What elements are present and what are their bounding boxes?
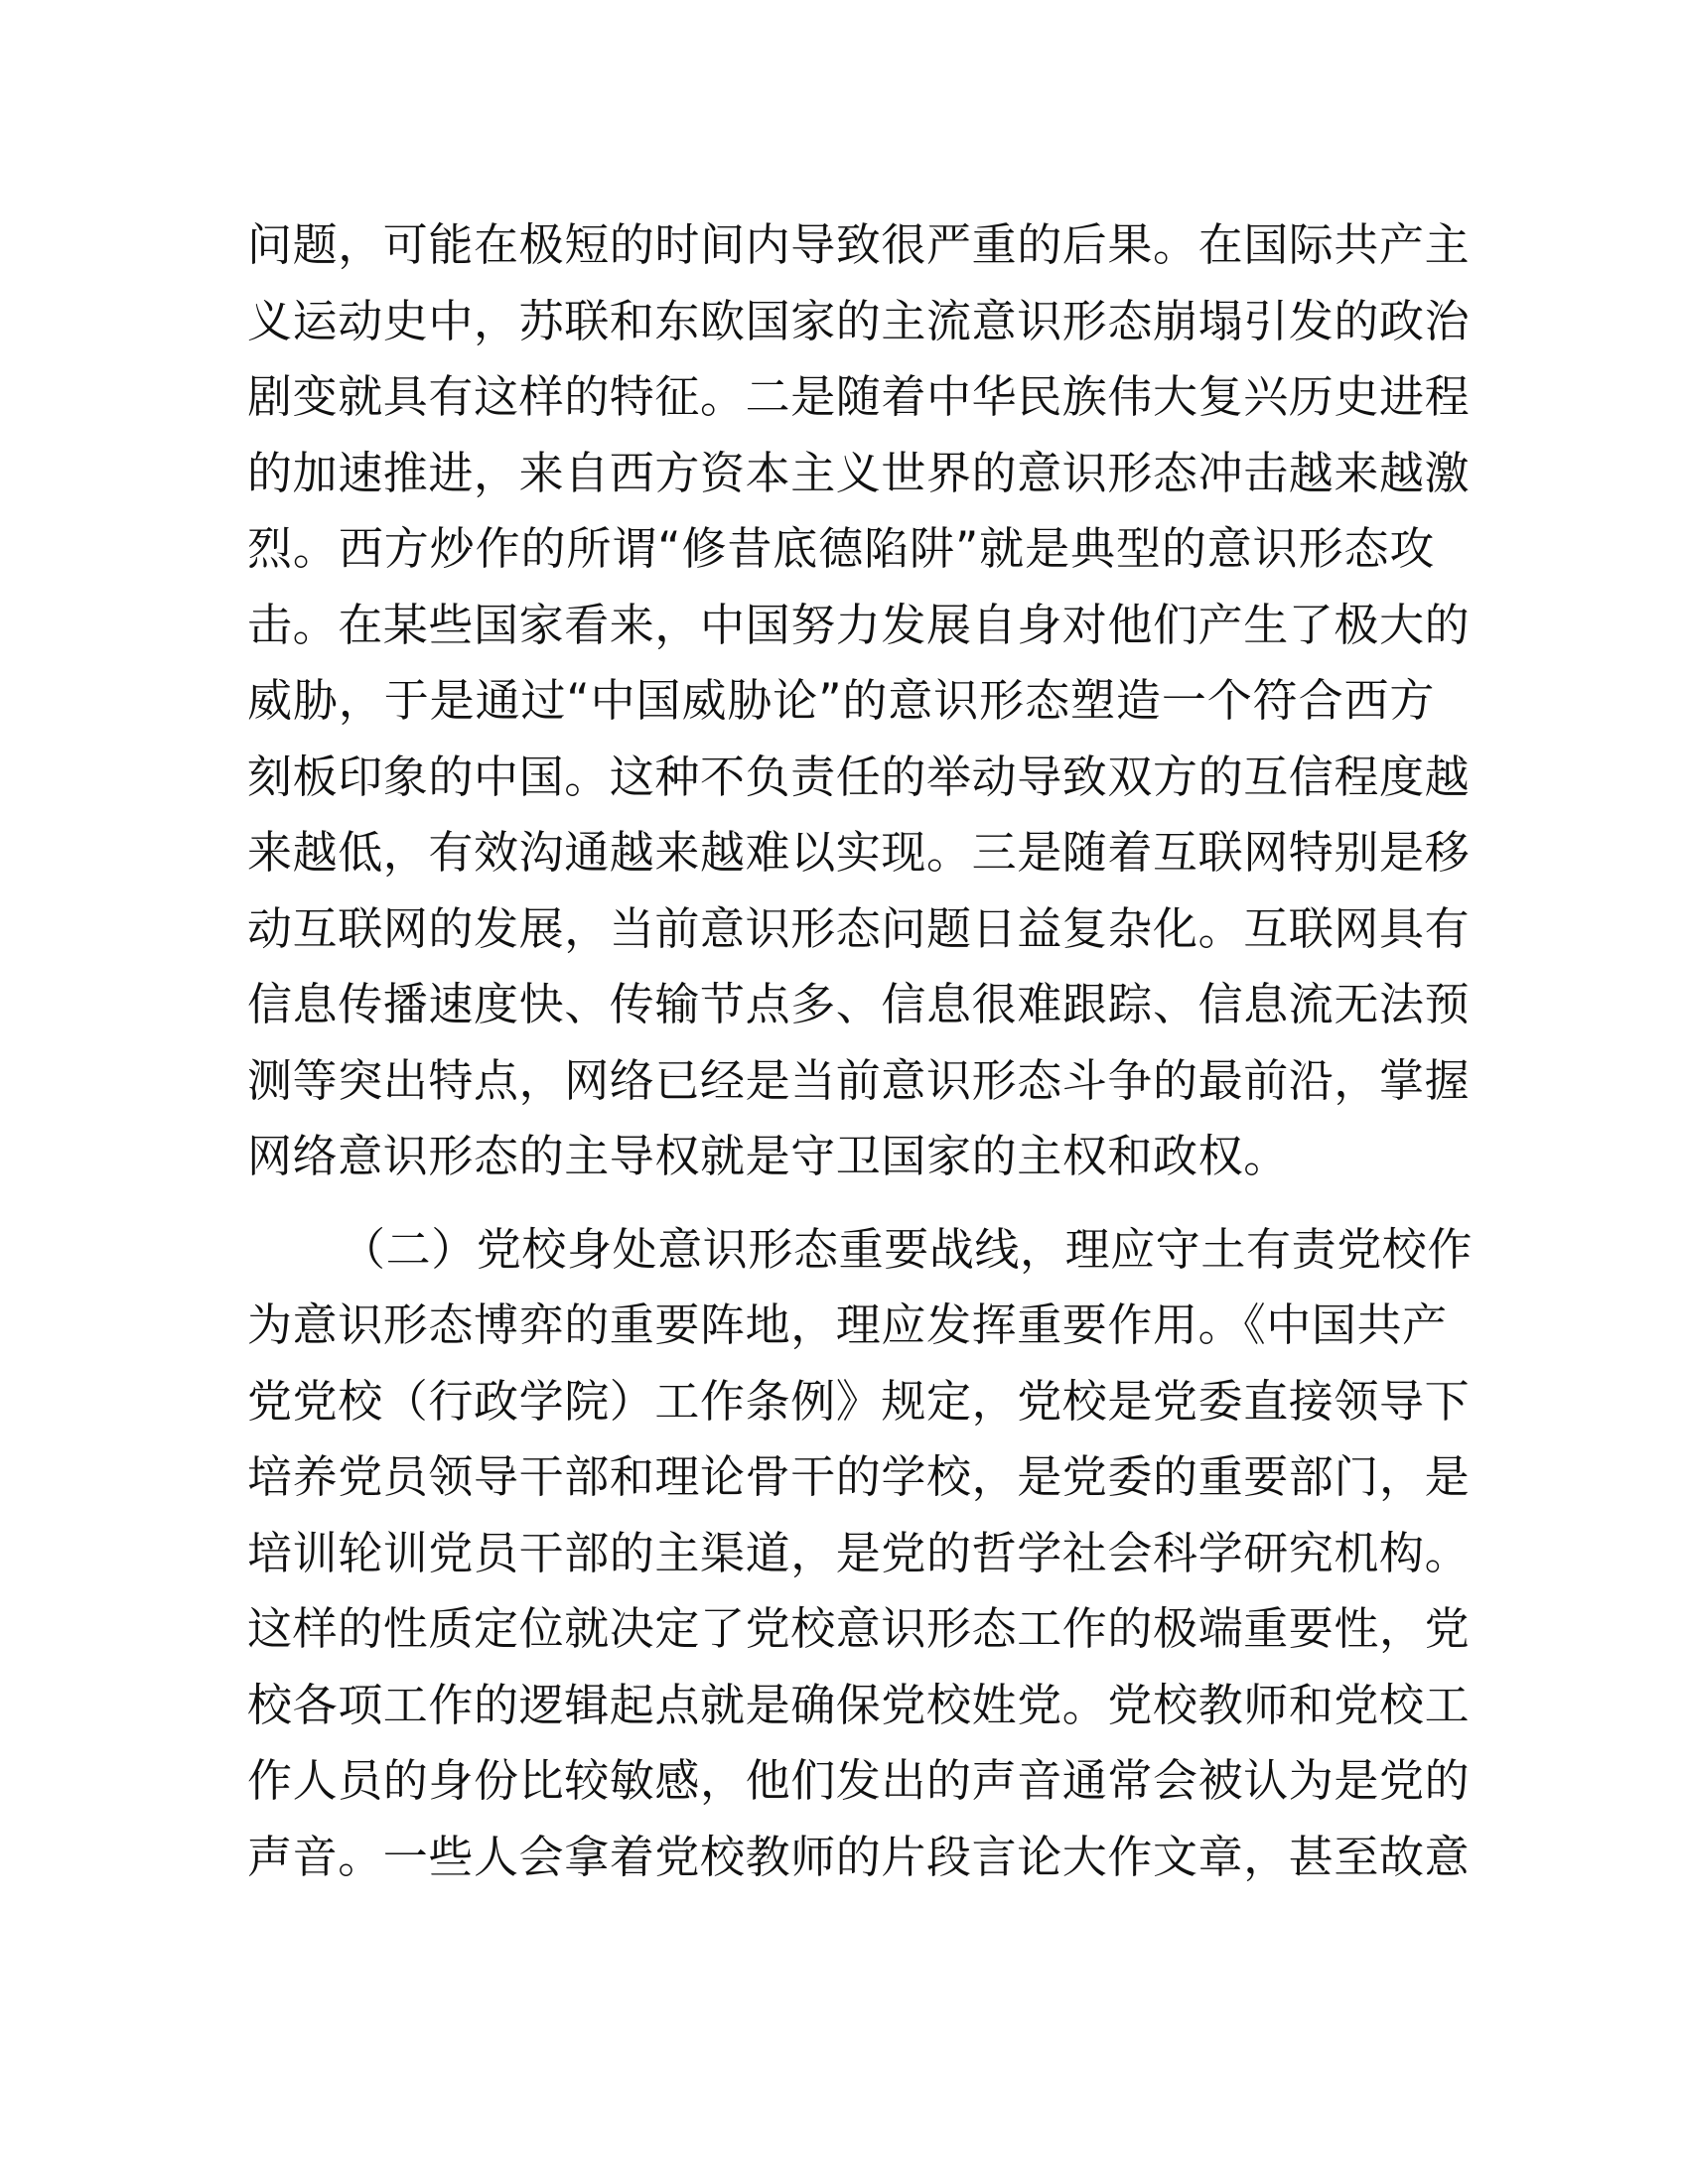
document-body bbox=[247, 207, 1474, 1895]
paragraph-spacer bbox=[247, 1195, 1435, 1212]
text-line: 威胁，于是通过“中国威胁论”的意识形态塑造一个符合西方 bbox=[247, 674, 1435, 727]
text-line: 作人员的身份比较敏感，他们发出的声音通常会被认为是党的 bbox=[247, 1754, 1471, 1807]
text-line: 校各项工作的逻辑起点就是确保党校姓党。党校教师和党校工 bbox=[247, 1678, 1471, 1731]
text-line: 信息传播速度快、传输节点多、信息很难跟踪、信息流无法预 bbox=[247, 978, 1471, 1030]
paragraph-1 bbox=[247, 207, 1471, 1195]
text-line: 网络意识形态的主导权就是守卫国家的主权和政权。 bbox=[247, 1130, 1289, 1182]
text-line: 培训轮训党员干部的主渠道，是党的哲学社会科学研究机构。 bbox=[247, 1526, 1471, 1579]
text-line: 培养党员领导干部和理论骨干的学校，是党委的重要部门，是 bbox=[247, 1450, 1471, 1503]
text-line: 党党校（行政学院）工作条例》规定，党校是党委直接领导下 bbox=[247, 1374, 1471, 1428]
text-line: 测等突出特点，网络已经是当前意识形态斗争的最前沿，掌握 bbox=[247, 1053, 1471, 1107]
text-line: 动互联网的发展，当前意识形态问题日益复杂化。互联网具有 bbox=[247, 901, 1471, 955]
text-line: 问题，可能在极短的时间内导致很严重的后果。在国际共产主 bbox=[247, 218, 1471, 271]
text-line: 为意识形态博弈的重要阵地，理应发挥重要作用。《中国共产 bbox=[247, 1298, 1448, 1351]
text-line: 击。在某些国家看来，中国努力发展自身对他们产生了极大的 bbox=[247, 598, 1471, 651]
text-line: 的加速推进，来自西方资本主义世界的意识形态冲击越来越激 bbox=[247, 446, 1471, 499]
text-line: 刻板印象的中国。这种不负责任的举动导致双方的互信程度越 bbox=[247, 750, 1471, 803]
text-line: 这样的性质定位就决定了党校意识形态工作的极端重要性，党 bbox=[247, 1602, 1471, 1655]
text-line: （二）党校身处意识形态重要战线，理应守土有责党校作 bbox=[341, 1222, 1474, 1276]
text-line: 烈。西方炒作的所谓“修昔底德陷阱”就是典型的意识形态攻 bbox=[247, 522, 1435, 575]
text-line: 义运动史中，苏联和东欧国家的主流意识形态崩塌引发的政治 bbox=[247, 294, 1471, 347]
text-line: 剧变就具有这样的特征。二是随着中华民族伟大复兴历史进程 bbox=[247, 370, 1471, 423]
text-line: 声音。一些人会拿着党校教师的片段言论大作文章，甚至故意 bbox=[247, 1830, 1471, 1883]
text-line: 来越低，有效沟通越来越难以实现。三是随着互联网特别是移 bbox=[247, 826, 1471, 879]
paragraph-2 bbox=[247, 1212, 1474, 1896]
